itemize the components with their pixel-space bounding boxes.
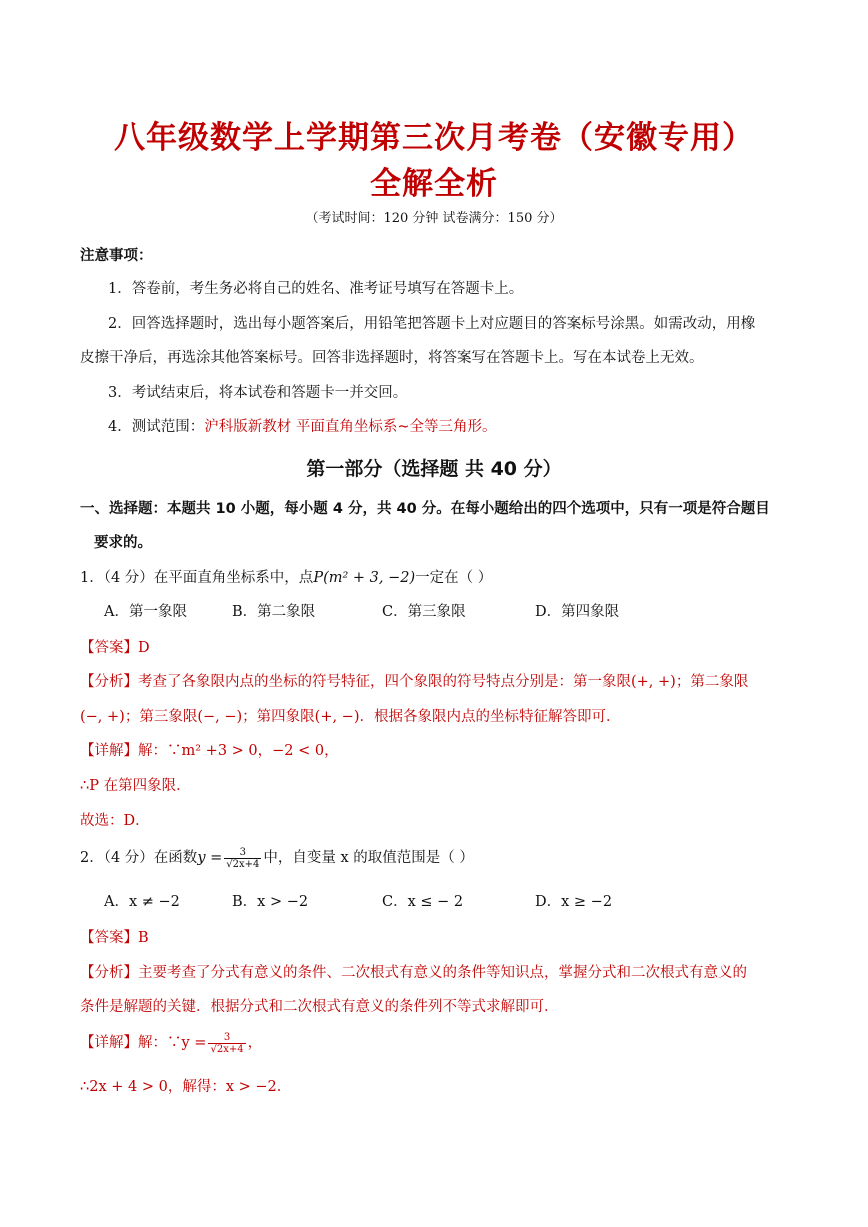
- q2-answer: 【答案】B: [80, 930, 149, 946]
- q2-detail-line1: [80, 1031, 262, 1055]
- q1-option-c: C．第三象限: [382, 604, 466, 620]
- note-item-4-prefix: 4．测试范围：: [108, 419, 205, 435]
- q2-stem: [80, 846, 474, 870]
- q2-fraction-denominator: √2x+4: [226, 858, 260, 870]
- q1-stem-prefix: 1．（4 分）在平面直角坐标系中，点: [80, 570, 314, 586]
- part1-heading: 第一部分（选择题 共 40 分）: [306, 458, 562, 480]
- q1-stem-math: P(m² + 3, −2): [313, 570, 416, 586]
- q1-stem: [80, 566, 492, 587]
- q2-option-d: D．x ≥ −2: [535, 894, 613, 910]
- part1-instructions-line2: 要求的。: [94, 535, 152, 551]
- q2-detail-fraction: [208, 1032, 245, 1055]
- q2-analysis-line2: 条件是解题的关键．根据分式和二次根式有意义的条件列不等式求解即可．: [80, 999, 559, 1015]
- q2-detail-prefix: 【详解】解：∵y =: [80, 1035, 207, 1051]
- q1-stem-suffix: 一定在（ ）: [415, 570, 493, 586]
- q1-detail-line2: ∴P 在第四象限．: [80, 778, 191, 794]
- q1-answer: 【答案】D: [80, 640, 150, 656]
- q1-option-d: D．第四象限: [535, 604, 620, 620]
- q2-detail-denominator: √2x+4: [210, 1043, 244, 1055]
- q2-detail-suffix: ，: [247, 1035, 263, 1051]
- doc-title-line2: 全解全析: [370, 166, 498, 202]
- q2-option-b: B．x > −2: [232, 894, 309, 910]
- notes-heading: 注意事项：: [80, 248, 153, 264]
- q2-detail-numerator: 3: [208, 1032, 245, 1044]
- q1-detail-line1: 【详解】解：∵m² +3 > 0，−2 < 0，: [80, 743, 339, 759]
- q2-stem-prefix: 2．（4 分）在函数: [80, 850, 198, 866]
- q2-analysis-line1: 【分析】主要考查了分式有意义的条件、二次根式有意义的条件等知识点，掌握分式和二次根式有意义的: [80, 965, 747, 981]
- q1-analysis-line2: (−, +)；第三象限(−, −)；第四象限(+, −)．根据各象限内点的坐标特征解答即可．: [80, 709, 621, 725]
- note-item-4: [108, 415, 497, 436]
- q2-stem-suffix: 中，自变量 x 的取值范围是（ ）: [263, 850, 474, 866]
- doc-title-line1: 八年级数学上学期第三次月考卷（安徽专用）: [114, 120, 754, 156]
- note-item-2-line1: 2．回答选择题时，选出每小题答案后，用铅笔把答题卡上对应题目的答案标号涂黑。如需改动，用橡: [108, 316, 756, 332]
- q2-detail-line2: ∴2x + 4 > 0，解得：x > −2．: [80, 1079, 292, 1095]
- q1-option-a: A．第一象限: [104, 604, 187, 620]
- q2-fraction-numerator: 3: [224, 847, 261, 859]
- note-item-3: 3．考试结束后，将本试卷和答题卡一并交回。: [108, 385, 408, 401]
- q1-option-b: B．第二象限: [232, 604, 316, 620]
- test-range: 沪科版新教材 平面直角坐标系~全等三角形。: [204, 419, 497, 435]
- q1-analysis-line1: 【分析】考查了各象限内点的坐标的符号特征，四个象限的符号特点分别是：第一象限(+, +)；第二象限: [80, 674, 749, 690]
- q2-option-a: A．x ≠ −2: [104, 894, 180, 910]
- part1-instructions-line1: 一、选择题：本题共 10 小题，每小题 4 分，共 40 分。在每小题给出的四个选项中，只有一项是符合题目: [80, 501, 770, 517]
- q2-fraction: [224, 847, 261, 870]
- note-item-2-line2: 皮擦干净后，再选涂其他答案标号。回答非选择题时，将答案写在答题卡上。写在本试卷上无效。: [80, 350, 704, 366]
- exam-info: （考试时间：120 分钟 试卷满分：150 分）: [305, 211, 563, 226]
- note-item-1: 1．答卷前，考生务必将自己的姓名、准考证号填写在答题卡上。: [108, 281, 524, 297]
- q1-choice: 故选：D．: [80, 813, 150, 829]
- q2-stem-lhs: y =: [197, 850, 223, 866]
- q2-option-c: C．x ≤ − 2: [382, 894, 464, 910]
